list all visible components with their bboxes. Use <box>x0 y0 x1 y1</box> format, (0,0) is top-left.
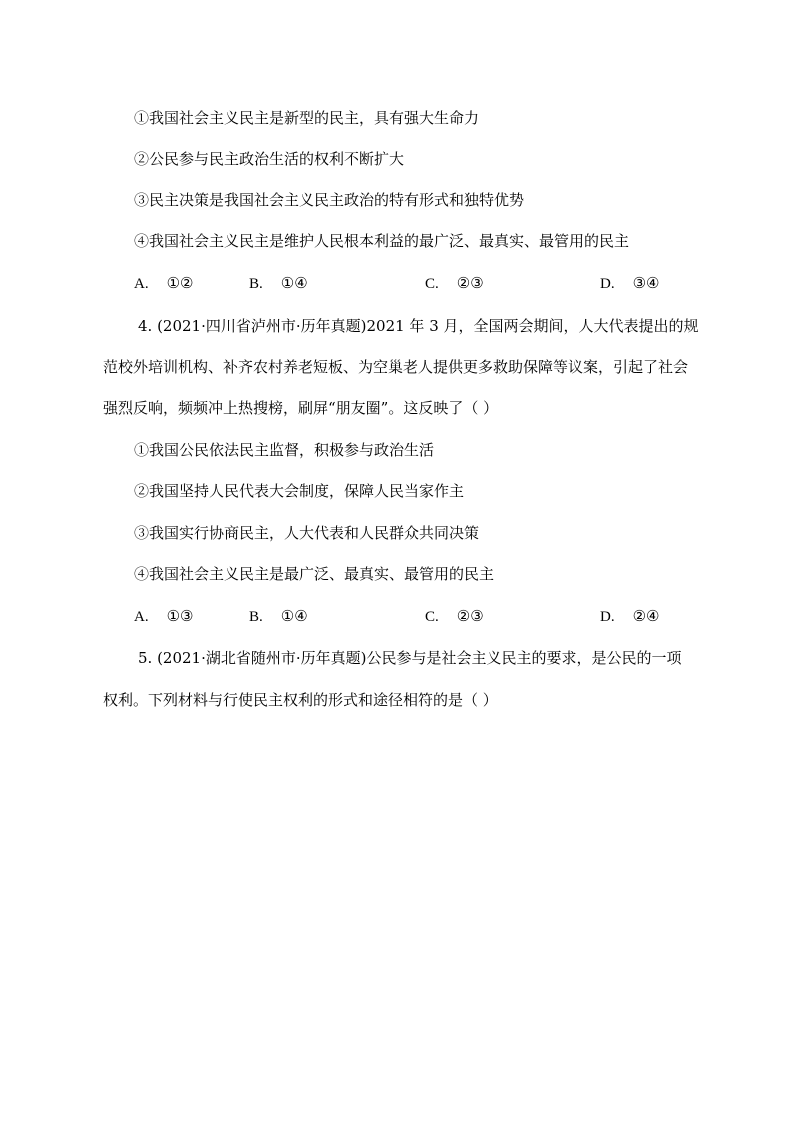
option-d <box>600 273 660 294</box>
option-c <box>425 273 484 294</box>
q5-stem-line-1: 5. (2021·湖北省随州市·历年真题)公民参与是社会主义民主的要求，是公民的一项 <box>138 649 682 667</box>
option-value: ①④ <box>280 274 308 292</box>
option-letter: C. <box>425 609 439 625</box>
option-value: ②④ <box>632 607 660 625</box>
q4-stem-line-2: 范校外培训机构、补齐农村养老短板、为空巢老人提供更多救助保障等议案，引起了社会 <box>103 358 689 376</box>
option-letter: B. <box>249 609 263 625</box>
q4-statement-1: ①我国公民依法民主监督，积极参与政治生活 <box>134 441 435 459</box>
option-value: ①③ <box>166 607 194 625</box>
statement-2: ②公民参与民主政治生活的权利不断扩大 <box>134 150 405 168</box>
option-b <box>249 273 308 294</box>
option-letter: D. <box>600 609 615 625</box>
q5-stem-line-2: 权利。下列材料与行使民主权利的形式和途径相符的是（ ） <box>103 691 498 709</box>
q4-statement-4: ④我国社会主义民主是最广泛、最真实、最管用的民主 <box>134 565 495 583</box>
q4-option-d <box>600 606 660 627</box>
q4-statement-3: ③我国实行协商民主，人大代表和人民群众共同决策 <box>134 524 480 542</box>
option-a <box>134 273 194 294</box>
option-letter: D. <box>600 276 615 292</box>
statement-3: ③民主决策是我国社会主义民主政治的特有形式和独特优势 <box>134 191 525 209</box>
q4-statement-2: ②我国坚持人民代表大会制度，保障人民当家作主 <box>134 482 465 500</box>
option-value: ③④ <box>632 274 660 292</box>
q4-option-c <box>425 606 484 627</box>
statement-4: ④我国社会主义民主是维护人民根本利益的最广泛、最真实、最管用的民主 <box>134 232 630 250</box>
q4-stem-line-1: 4. (2021·四川省泸州市·历年真题)2021 年 3 月，全国两会期间，人大代表提出的规 <box>138 317 699 335</box>
option-letter: B. <box>249 276 263 292</box>
option-value: ①② <box>166 274 194 292</box>
q4-stem-line-3: 强烈反响，频频冲上热搜榜，刷屏“朋友圈”。这反映了（ ） <box>103 399 499 417</box>
option-letter: A. <box>134 276 149 292</box>
option-value: ①④ <box>280 607 308 625</box>
option-value: ②③ <box>456 607 484 625</box>
q4-option-a <box>134 606 194 627</box>
option-letter: C. <box>425 276 439 292</box>
statement-1: ①我国社会主义民主是新型的民主，具有强大生命力 <box>134 109 480 127</box>
option-letter: A. <box>134 609 149 625</box>
option-value: ②③ <box>456 274 484 292</box>
q4-option-b <box>249 606 308 627</box>
